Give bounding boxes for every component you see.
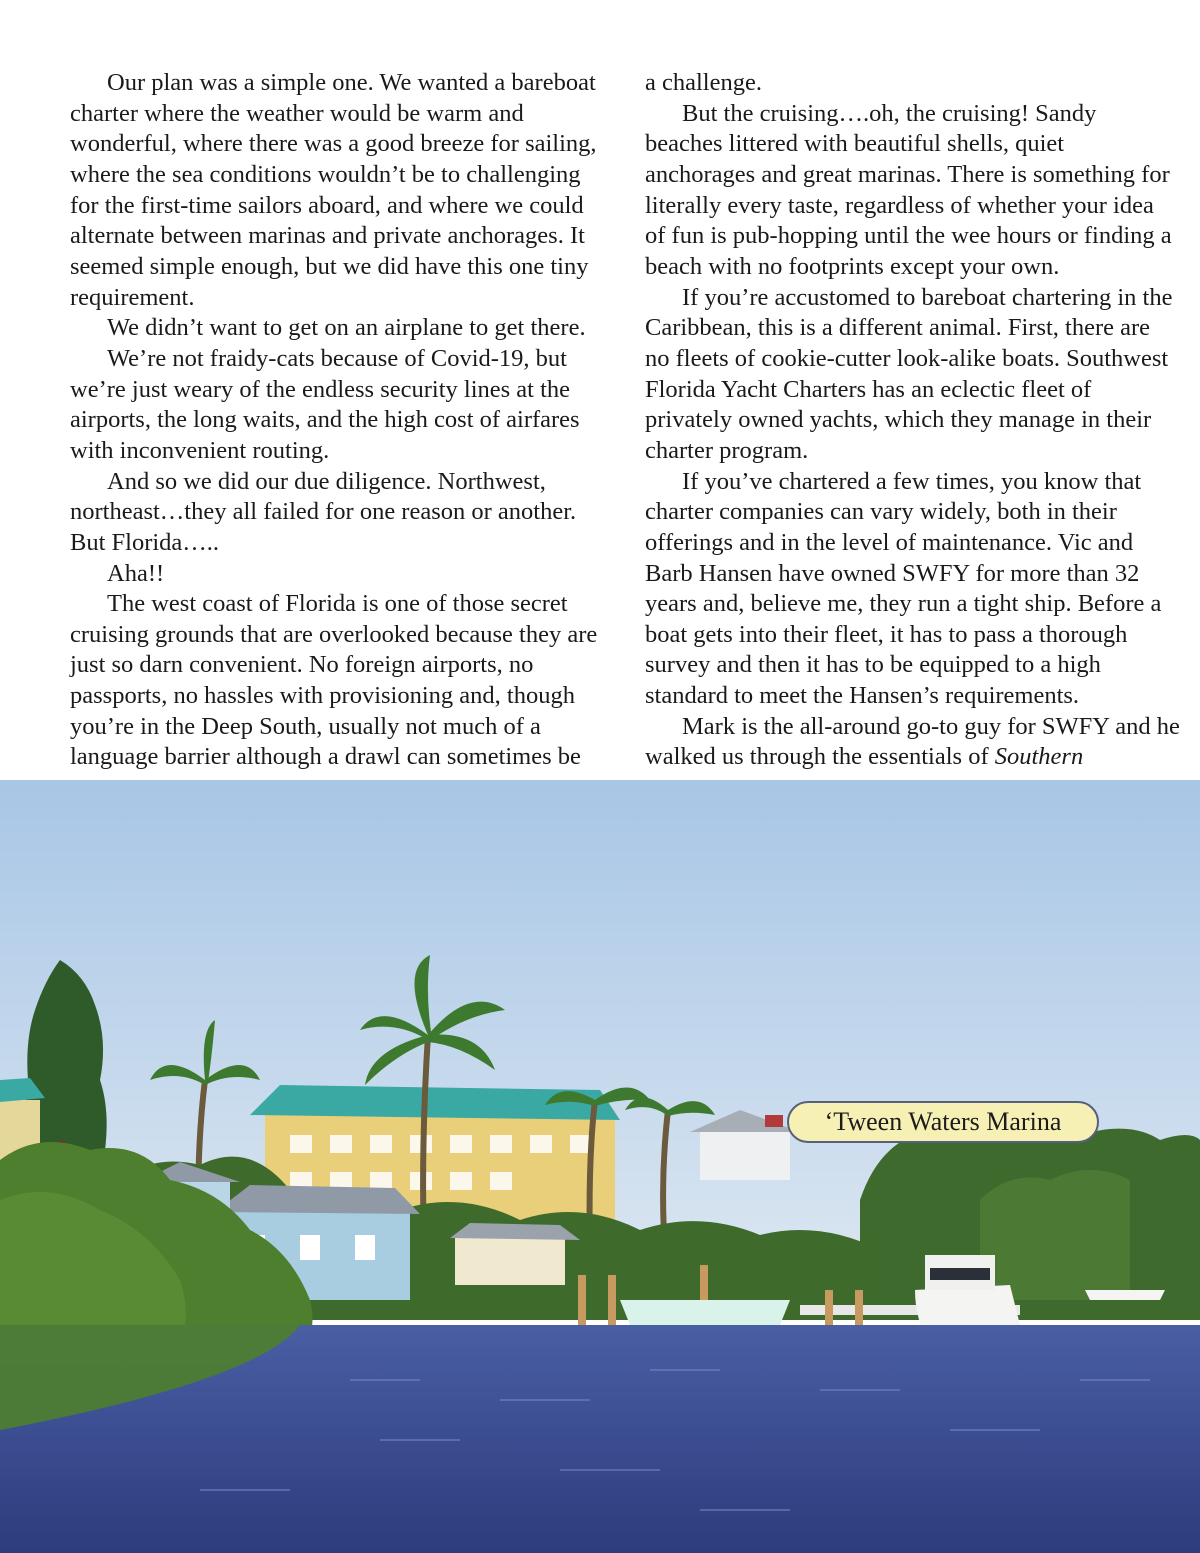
- paragraph: If you’ve chartered a few times, you know that charter companies can vary widely, both in their offerings and in the level of maintenance. Vic and Barb Hansen have owned SWFY for more than 32 years and, believe me, they run a tight ship. Before a boat gets into their fleet, it has to pass a thorough survey and then it has to be equipped to a high standard to meet the Hansen’s requirements.: [645, 467, 1162, 710]
- left-column: [70, 68, 605, 773]
- paragraph: But the cruising….oh, the cruising! Sandy beaches littered with beautiful shells, quiet anchorages and great marinas. There is something for literally every taste, regardless of whether your idea of fun is pub-hopping until the wee hours or finding a beach with no footprints except your own.: [645, 99, 1172, 280]
- marina-photo: [0, 780, 1200, 1553]
- article-text: [0, 62, 1200, 780]
- paragraph: And so we did our due diligence. Northwest, northeast…they all failed for one reason or another. But Florida…..: [70, 467, 577, 556]
- paragraph: If you’re accustomed to bareboat chartering in the Caribbean, this is a different animal. First, there are no fleets of cookie-cutter look-alike boats. Southwest Florida Yacht Charters has an eclectic fleet of privately owned yachts, which they manage in their charter program.: [645, 283, 1173, 464]
- paragraph: We’re not fraidy-cats because of Covid-19, but we’re just weary of the endless security lines at the airports, the long waits, and the high cost of airfares with inconvenient routing.: [70, 344, 580, 464]
- paragraph-text: Mark is the all-around go-to guy for SWFY and he walked us through the essentials of: [645, 712, 1180, 771]
- hotel-roof: [250, 1085, 620, 1120]
- photo-caption: ‘Tween Waters Marina: [787, 1101, 1099, 1143]
- paragraph: We didn’t want to get on an airplane to get there.: [107, 314, 586, 342]
- paragraph: The west coast of Florida is one of those secret cruising grounds that are overlooked because they are just so darn convenient. No foreign airports, no passports, no hassles with provisioning and, though you’re in the Deep South, usually not much of a language barrier although a drawl can sometimes be: [70, 590, 598, 771]
- paragraph: Aha!!: [107, 559, 165, 587]
- right-column: [645, 68, 1180, 773]
- paragraph: Our plan was a simple one. We wanted a bareboat charter where the weather would be warm and wonderful, where there was a good breeze for sailing, where the sea conditions wouldn’t be to challenging for the first-time sailors aboard, and where we could alternate between marinas and private anchorages. It seemed simple enough, but we did have this one tiny requirement.: [70, 69, 597, 311]
- paragraph-last: [645, 712, 1180, 773]
- paragraph-continuation: a challenge.: [645, 69, 762, 96]
- italic-boat-name: Southern: [994, 743, 1084, 771]
